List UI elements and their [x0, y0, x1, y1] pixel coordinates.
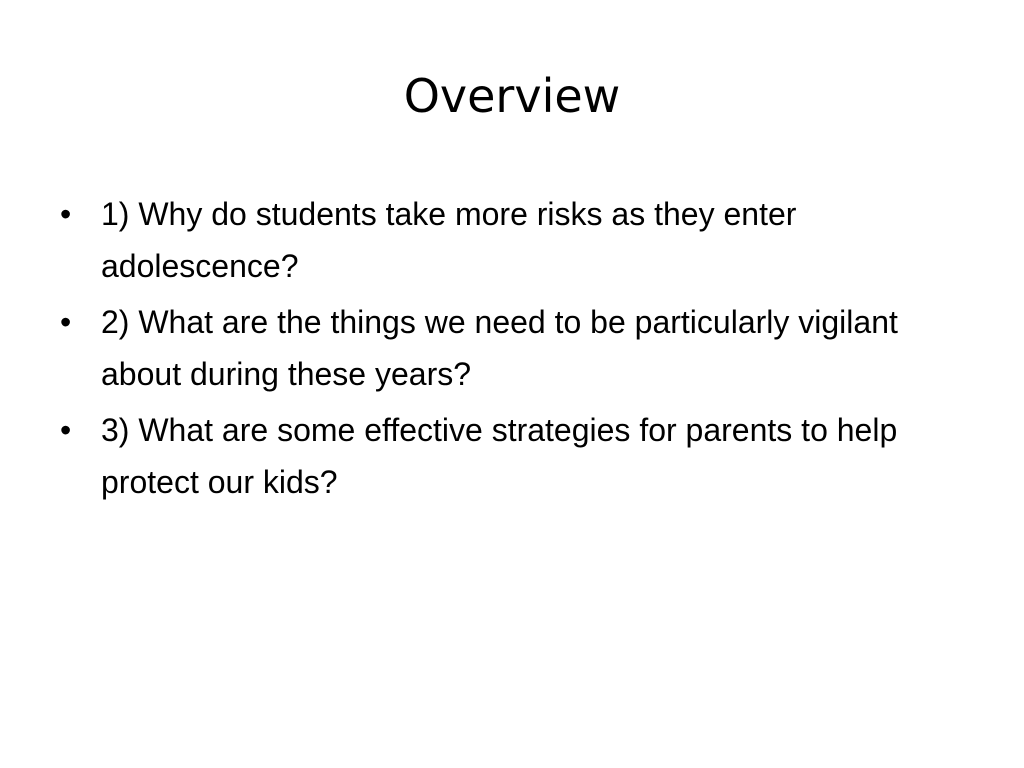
bullet-text: 3) What are some effective strategies for parents to help protect our kids? — [101, 412, 898, 500]
slide-title: Overview — [403, 69, 621, 123]
bullet-item-1 — [58, 188, 978, 292]
bullet-list — [58, 188, 978, 512]
bullet-marker: • — [60, 412, 72, 448]
bullet-item-3 — [58, 404, 978, 508]
bullet-text: 2) What are the things we need to be particularly vigilant about during these years? — [101, 304, 898, 392]
bullet-text: 1) Why do students take more risks as they enter adolescence? — [101, 196, 797, 284]
bullet-item-2 — [58, 296, 978, 400]
bullet-marker: • — [60, 196, 72, 232]
bullet-marker: • — [60, 304, 72, 340]
